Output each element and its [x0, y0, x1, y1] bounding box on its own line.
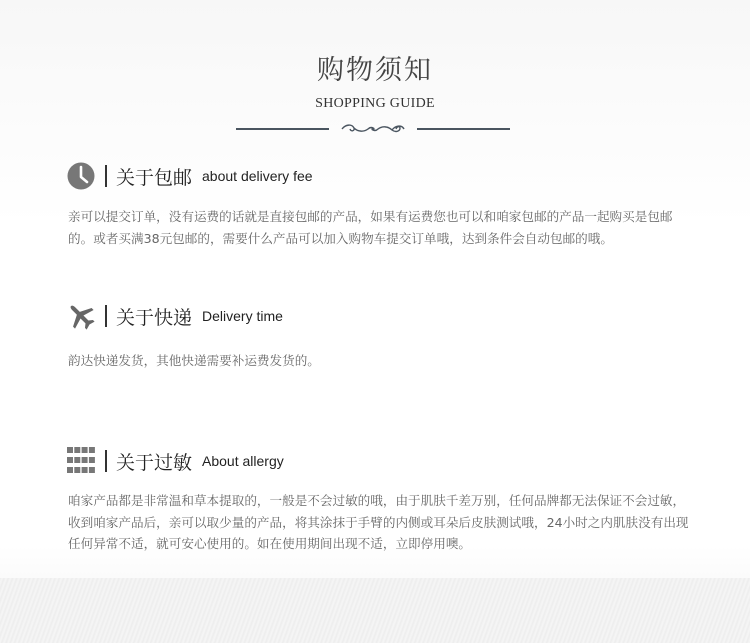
section-delivery-time-header [66, 300, 283, 332]
ornament-divider [236, 122, 510, 136]
section-title-cn: 关于快递 [116, 306, 193, 329]
clock-icon [66, 161, 96, 191]
decorative-bottom-band [0, 578, 750, 643]
section-title-en: Delivery time [202, 308, 283, 324]
page-title: 购物须知 [317, 55, 433, 86]
page-header [0, 52, 750, 112]
section-allergy-header [66, 445, 284, 477]
page-subtitle: SHOPPING GUIDE [315, 96, 435, 111]
section-delivery-time-body: 韵达快递发货，其他快递需要补运费发货的。 [68, 353, 320, 368]
flourish-icon [340, 122, 406, 136]
section-title-en: About allergy [202, 453, 284, 469]
section-title-cn: 关于包邮 [116, 166, 193, 189]
separator-bar [105, 165, 107, 187]
section-title-cn: 关于过敏 [116, 451, 193, 474]
separator-bar [105, 450, 107, 472]
grid-icon [66, 446, 96, 476]
divider-line-right [417, 128, 510, 130]
section-delivery-fee-body: 亲可以提交订单，没有运费的话就是直接包邮的产品，如果有运费您也可以和咱家包邮的产品一起购买是包邮的。或者买满38元包邮的，需要什么产品可以加入购物车提交订单哦，达到条件会自动包邮的哦。 [68, 209, 673, 246]
divider-line-left [236, 128, 329, 130]
section-delivery-fee-header [66, 160, 313, 192]
section-allergy-body: 咱家产品都是非常温和草本提取的，一般是不会过敏的哦，由于肌肤千差万别，任何品牌都无法保证不会过敏，收到咱家产品后，亲可以取少量的产品，将其涂抹于手臂的内侧或耳朵后皮肤测试哦，24小时之内肌肤没有出现任何异常不适，就可安心使用的。如在使用期间出现不适，立即停用噢。 [68, 493, 689, 551]
separator-bar [105, 305, 107, 327]
airplane-icon [66, 301, 96, 331]
section-title-en: about delivery fee [202, 168, 313, 184]
